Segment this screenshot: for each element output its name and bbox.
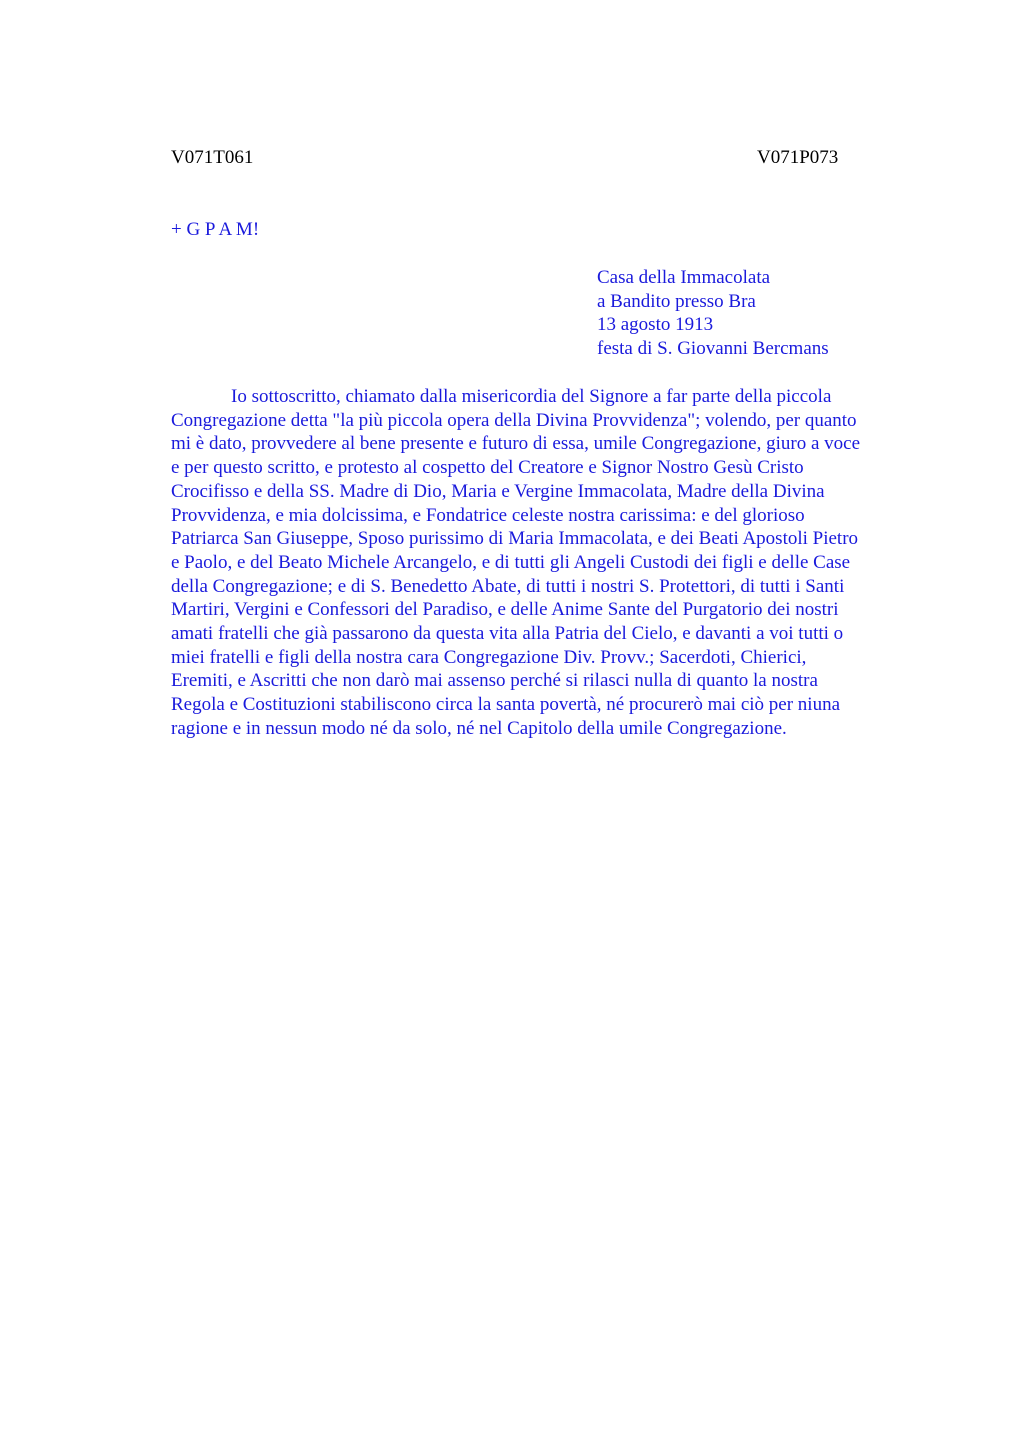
paragraph-line: mi è dato, provvedere al bene presente e futuro di essa, umile Congregazione, giuro a voce <box>171 433 861 455</box>
place-line: a Bandito presso Bra <box>597 290 756 312</box>
paragraph-line: ragione e in nessun modo né da solo, né nel Capitolo della umile Congregazione. <box>171 717 787 739</box>
place-date-block <box>597 266 829 361</box>
paragraph-line: della Congregazione; e di S. Benedetto Abate, di tutti i nostri S. Protettori, di tutti i Santi <box>171 575 845 597</box>
invocation-heading: + G P A M! <box>171 219 260 240</box>
paragraph-line: miei fratelli e figli della nostra cara Congregazione Div. Provv.; Sacerdoti, Chierici, <box>171 646 807 668</box>
date-line: 13 agosto 1913 <box>597 314 714 336</box>
paragraph-line: Provvidenza, e mia dolcissima, e Fondatrice celeste nostra carissima: e del glorioso <box>171 504 805 526</box>
paragraph-line: e per questo scritto, e protesto al cospetto del Creatore e Signor Nostro Gesù Cristo <box>171 457 804 479</box>
paragraph-line: Regola e Costituzioni stabiliscono circa la santa povertà, né procurerò mai ciò per niuna <box>171 694 840 716</box>
oath-paragraph <box>171 385 921 741</box>
paragraph-line: Martiri, Vergini e Confessori del Paradiso, e delle Anime Sante del Purgatorio dei nostri <box>171 599 839 621</box>
paragraph-line: amati fratelli che già passarono da questa vita alla Patria del Cielo, e davanti a voi tutti o <box>171 623 844 645</box>
document-code-right: V071P073 <box>757 147 839 168</box>
paragraph-line: e Paolo, e del Beato Michele Arcangelo, e di tutti gli Angeli Custodi dei figli e delle Case <box>171 551 851 573</box>
paragraph-line: Congregazione detta "la più piccola opera della Divina Provvidenza"; volendo, per quanto <box>171 409 857 431</box>
place-line: Casa della Immacolata <box>597 267 771 288</box>
paragraph-line: Eremiti, e Ascritti che non darò mai assenso perché si rilasci nulla di quanto la nostra <box>171 670 818 692</box>
paragraph-line: Io sottoscritto, chiamato dalla misericordia del Signore a far parte della piccola <box>231 386 832 407</box>
document-code-left: V071T061 <box>171 147 254 168</box>
paragraph-line: Crocifisso e della SS. Madre di Dio, Maria e Vergine Immacolata, Madre della Divina <box>171 480 825 502</box>
feast-line: festa di S. Giovanni Bercmans <box>597 338 829 360</box>
paragraph-line: Patriarca San Giuseppe, Sposo purissimo di Maria Immacolata, e dei Beati Apostoli Pietro <box>171 528 859 550</box>
